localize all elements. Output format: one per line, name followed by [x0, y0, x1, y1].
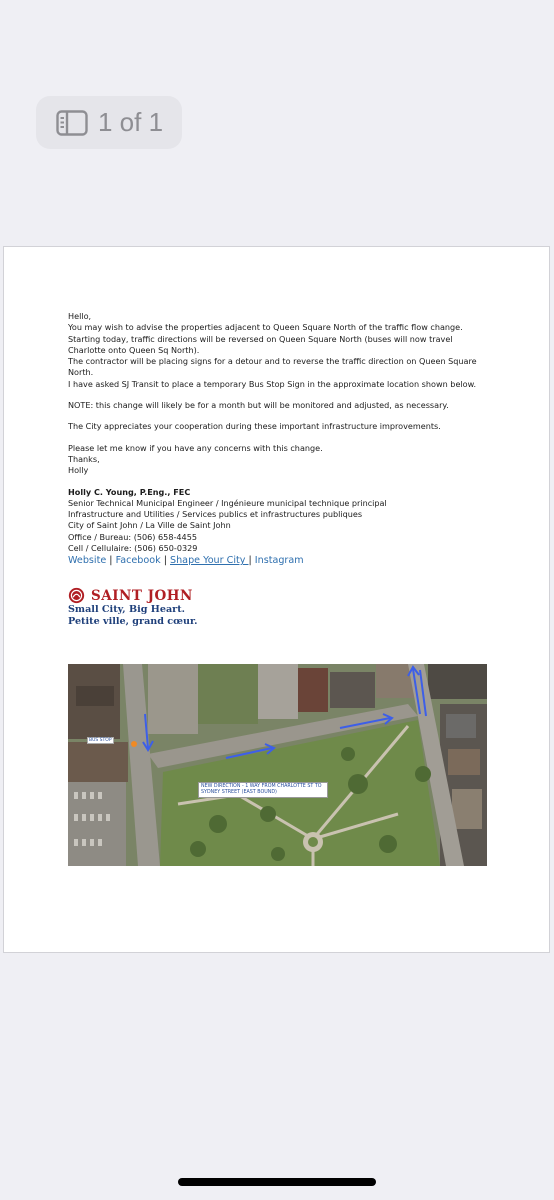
email-line: The contractor will be placing signs for a detour and to reverse the traffic direction on Queen Square North.: [68, 356, 477, 378]
signature-office-phone: Office / Bureau: (506) 658-4455: [68, 531, 198, 542]
email-line: I have asked SJ Transit to place a temporary Bus Stop Sign in the approximate location shown below.: [68, 378, 477, 389]
signature-cell-phone: Cell / Cellulaire: (506) 650-0329: [68, 543, 198, 554]
email-line: Hello,: [68, 311, 92, 321]
sidebar-icon: [56, 110, 88, 136]
shape-your-city-link[interactable]: Shape Your City: [170, 555, 249, 567]
document-page: [3, 246, 550, 953]
signature-title: Senior Technical Municipal Engineer / Ingénieure municipal technique principal: [68, 497, 387, 508]
aerial-map-image: [68, 664, 487, 866]
logo-tagline-en: Small City, Big Heart.: [68, 604, 185, 615]
email-line: You may wish to advise the properties adjacent to Queen Square North of the traffic flow change.: [68, 322, 463, 333]
logo-name: SAINT JOHN: [91, 587, 193, 604]
email-closing-line: Please let me know if you have any concerns with this change.: [68, 442, 323, 453]
email-line: Starting today, traffic directions will be reversed on Queen Square North (buses will now travel Charlotte onto Queen Sq North).: [68, 333, 453, 355]
email-note: NOTE: this change will likely be for a month but will be monitored and adjusted, as necessary.: [68, 400, 449, 411]
direction-note: NEW DIRECTION - 1 WAY FROM CHARLOTTE ST TO SYDNEY STREET (EAST BOUND): [198, 782, 328, 798]
email-appreciation: The City appreciates your cooperation during these important infrastructure improvements.: [68, 421, 441, 432]
signature-name: Holly C. Young, P.Eng., FEC: [68, 486, 191, 497]
instagram-link[interactable]: Instagram: [254, 555, 304, 567]
aerial-map: [68, 664, 487, 866]
email-body: [68, 311, 488, 567]
saint-john-logo: [68, 587, 228, 627]
website-link[interactable]: Website: [68, 555, 107, 567]
city-seal-icon: [68, 587, 85, 604]
signature-organization: City of Saint John / La Ville de Saint John: [68, 520, 231, 531]
logo-tagline-fr: Petite ville, grand cœur.: [68, 615, 198, 627]
page-count-text: 1 of 1: [98, 107, 164, 137]
page-indicator[interactable]: [36, 96, 182, 149]
signature-department: Infrastructure and Utilities / Services publics et infrastructures publiques: [68, 509, 363, 520]
email-closing-line: Thanks,: [68, 453, 100, 464]
home-indicator[interactable]: [178, 1178, 376, 1186]
facebook-link[interactable]: Facebook: [115, 555, 161, 567]
bus-stop-label: BUS STOP: [89, 738, 112, 743]
signature-links: Website | Facebook | Shape Your City | Instagram: [68, 555, 304, 567]
email-closing-line: Holly: [68, 465, 89, 476]
